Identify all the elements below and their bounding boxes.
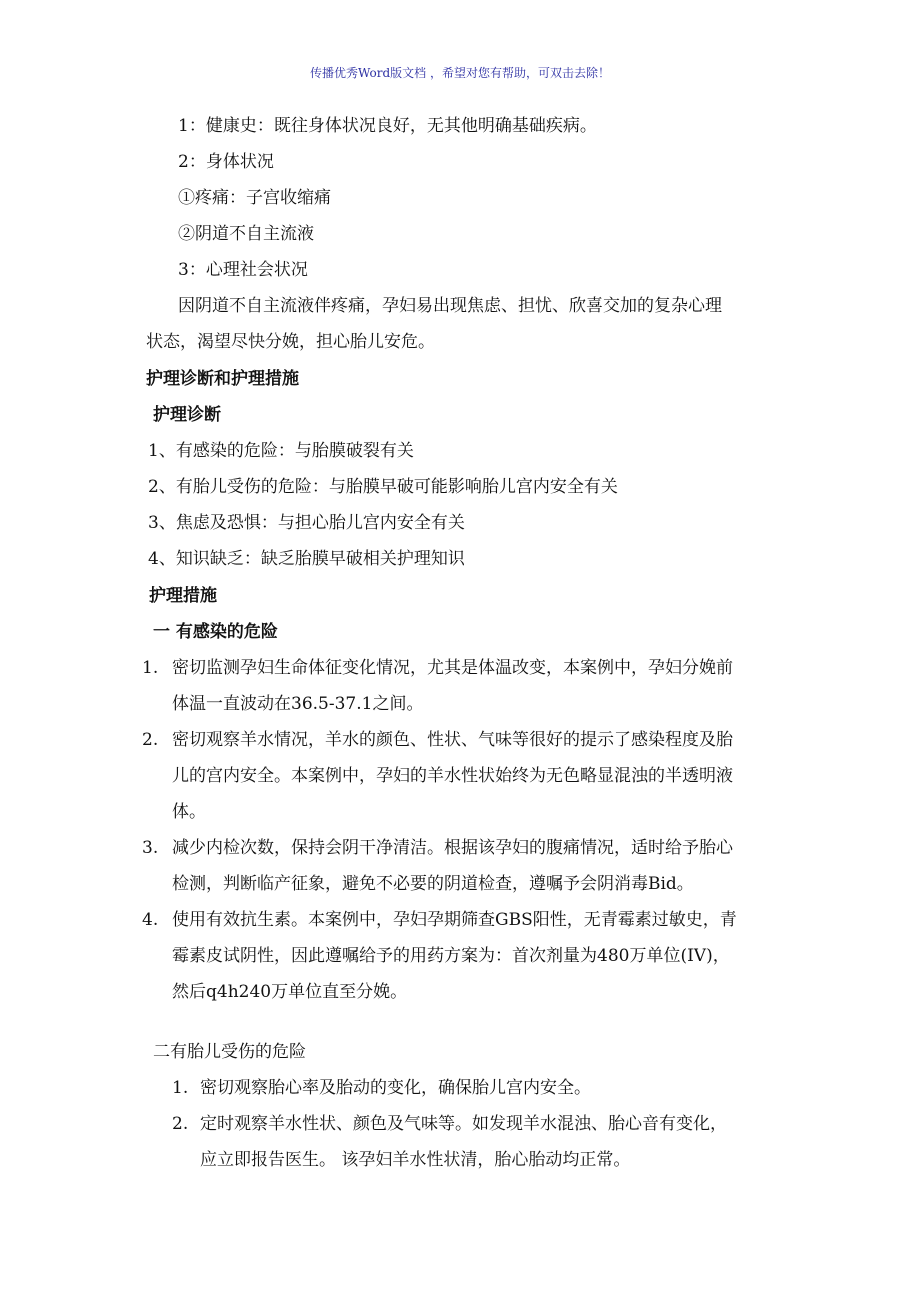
section-heading-diagnosis-measures: 护理诊断和护理措施: [146, 369, 299, 389]
measure-text: 密切观察胎心率及胎动的变化，确保胎儿宫内安全。: [200, 1078, 591, 1098]
measure-text: 使用有效抗生素。本案例中，孕妇孕期筛查GBS阳性，无青霉素过敏史，青: [172, 910, 737, 930]
list-number: 1.: [142, 658, 159, 678]
list-number: 4.: [142, 910, 159, 930]
measure-text: 密切监测孕妇生命体征变化情况，尤其是体温改变，本案例中，孕妇分娩前: [172, 658, 733, 678]
list-number: 3.: [142, 838, 159, 858]
measure-text-cont: 体。: [172, 802, 206, 822]
measure-text: 定时观察羊水性状、颜色及气味等。如发现羊水混浊、胎心音有变化，: [200, 1114, 727, 1134]
psychosocial-text-cont: 状态，渴望尽快分娩，担心胎儿安危。: [146, 332, 435, 352]
subheading-fetal-injury-risk: 二有胎儿受伤的危险: [153, 1042, 306, 1062]
diagnosis-item: 3、焦虑及恐惧：与担心胎儿宫内安全有关: [148, 513, 465, 533]
physical-status-heading: 2：身体状况: [178, 152, 274, 172]
subheading-diagnosis: 护理诊断: [153, 405, 221, 425]
psychosocial-text: 因阴道不自主流液伴疼痛，孕妇易出现焦虑、担忧、欣喜交加的复杂心理: [178, 296, 722, 316]
diagnosis-item: 1、有感染的危险：与胎膜破裂有关: [148, 441, 414, 461]
fluid-item: ②阴道不自主流液: [178, 224, 314, 244]
pain-item: ①疼痛：子宫收缩痛: [178, 188, 331, 208]
list-number: 1.: [172, 1078, 189, 1098]
page-header-watermark: 传播优秀Word版文档 ，希望对您有帮助，可双击去除！: [310, 66, 610, 80]
measure-text-cont: 霉素皮试阴性，因此遵嘱给予的用药方案为：首次剂量为480万单位(IV)，: [172, 946, 730, 966]
measure-text-cont: 体温一直波动在36.5-37.1之间。: [172, 694, 424, 714]
measure-text: 密切观察羊水情况，羊水的颜色、性状、气味等很好的提示了感染程度及胎: [172, 730, 733, 750]
psychosocial-heading: 3：心理社会状况: [178, 260, 308, 280]
diagnosis-item: 2、有胎儿受伤的危险：与胎膜早破可能影响胎儿宫内安全有关: [148, 477, 618, 497]
measure-text-cont: 检测，判断临产征象，避免不必要的阴道检查，遵嘱予会阴消毒Bid。: [172, 874, 694, 894]
measure-text-cont: 然后q4h240万单位直至分娩。: [172, 982, 408, 1002]
list-number: 2.: [142, 730, 159, 750]
list-number: 2.: [172, 1114, 189, 1134]
subheading-measures: 护理措施: [149, 586, 217, 606]
diagnosis-item: 4、知识缺乏：缺乏胎膜早破相关护理知识: [148, 549, 465, 569]
measure-text-cont: 应立即报告医生。 该孕妇羊水性状清，胎心胎动均正常。: [200, 1150, 631, 1170]
measure-text-cont: 儿的宫内安全。本案例中，孕妇的羊水性状始终为无色略显混浊的半透明液: [172, 766, 733, 786]
subheading-infection-risk: 一 有感染的危险: [153, 622, 278, 642]
measure-text: 减少内检次数，保持会阴干净清洁。根据该孕妇的腹痛情况，适时给予胎心: [172, 838, 733, 858]
health-history: 1：健康史：既往身体状况良好，无其他明确基础疾病。: [178, 116, 597, 136]
